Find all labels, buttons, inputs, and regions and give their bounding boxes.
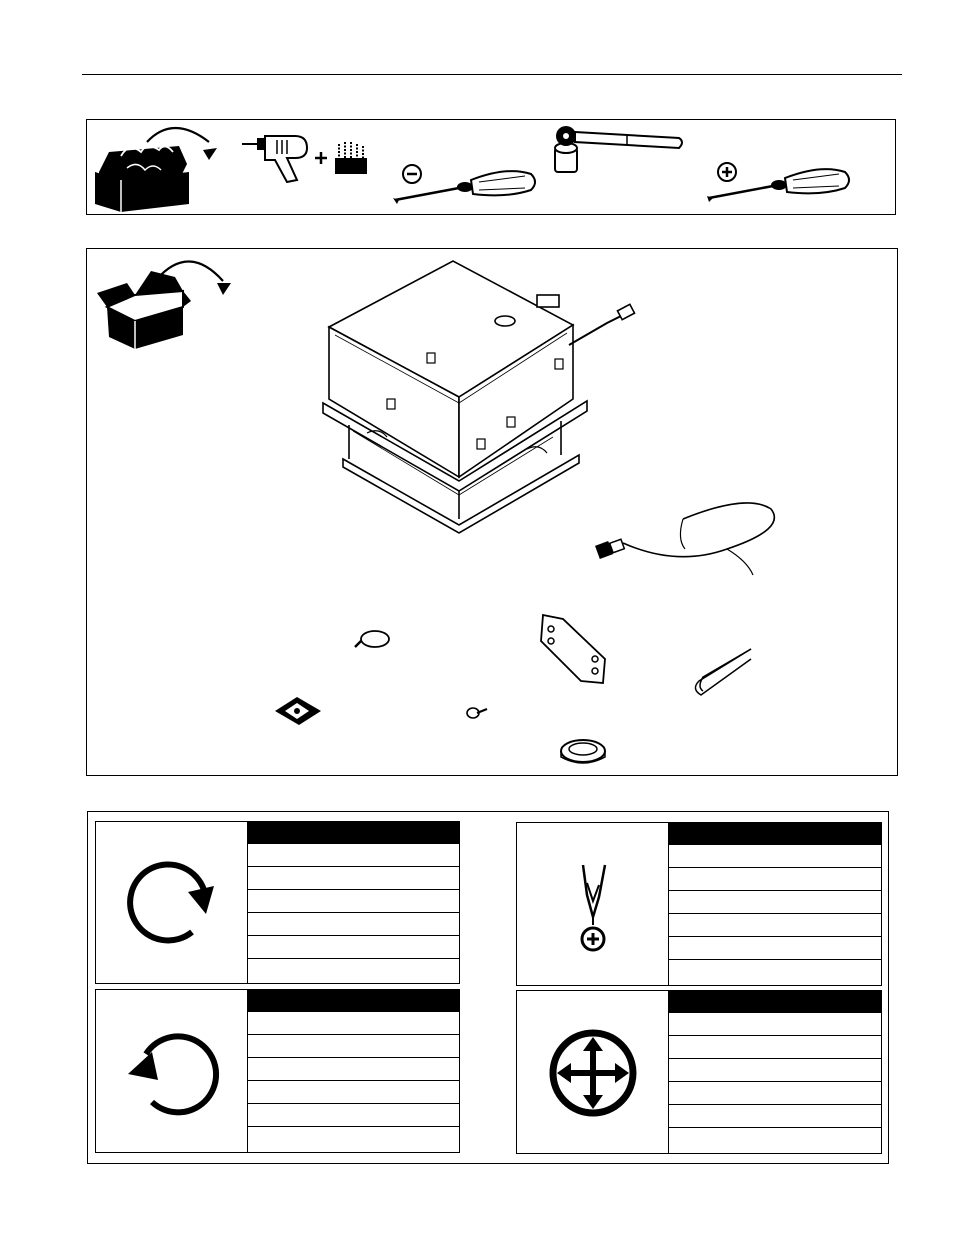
- legend-panel: [87, 811, 889, 1164]
- legend-row: [668, 845, 881, 868]
- legend-box-adjust: [516, 990, 882, 1154]
- legend-row: [247, 867, 459, 890]
- legend-row: [247, 1058, 459, 1081]
- header-rule: [82, 74, 902, 75]
- square-pad: [275, 697, 321, 725]
- legend-header: [668, 991, 881, 1013]
- legend-table: [668, 823, 881, 983]
- legend-row: [247, 1012, 459, 1035]
- legend-row: [668, 1105, 881, 1128]
- screw: [467, 708, 487, 718]
- legend-row: [668, 914, 881, 937]
- toolbox-icon: [95, 146, 189, 212]
- legend-row: [247, 1104, 459, 1127]
- legend-icon-cell: [517, 823, 669, 985]
- legend-row: [247, 1035, 459, 1058]
- legend-row: [247, 936, 459, 959]
- grommet: [561, 740, 605, 763]
- legend-row: [668, 1128, 881, 1151]
- legend-icon-cell: [96, 990, 248, 1152]
- mounting-plate: [541, 615, 605, 683]
- legend-row: [668, 868, 881, 891]
- legend-row: [247, 913, 459, 936]
- legend-row: [668, 1059, 881, 1082]
- parts-panel: [86, 248, 898, 776]
- drill-bits-icon: [335, 142, 367, 174]
- legend-row: [668, 1013, 881, 1036]
- legend-row: [247, 1127, 459, 1150]
- legend-box-clockwise: [95, 821, 460, 984]
- legend-icon-cell: [517, 991, 669, 1153]
- legend-row: [247, 844, 459, 867]
- legend-header: [247, 990, 459, 1012]
- plus-sign-icon: [315, 152, 327, 164]
- legend-table: [668, 991, 881, 1151]
- power-cord-connector: [595, 503, 774, 575]
- legend-row: [668, 937, 881, 960]
- cable-tie-ring: [355, 631, 389, 647]
- legend-row: [668, 1036, 881, 1059]
- legend-row: [247, 959, 459, 982]
- legend-row: [247, 1081, 459, 1104]
- legend-row: [668, 960, 881, 983]
- legend-box-counterclockwise: [95, 989, 460, 1153]
- legend-row: [247, 890, 459, 913]
- legend-row: [668, 891, 881, 914]
- adjust-move-icon: [517, 991, 668, 1155]
- legend-row: [668, 1082, 881, 1105]
- legend-table: [247, 990, 459, 1150]
- ratchet-socket-icon: [555, 126, 682, 172]
- wire-clip: [695, 649, 751, 695]
- legend-box-tighten: [516, 822, 882, 986]
- tighten-screw-icon: [517, 823, 668, 987]
- counterclockwise-arrow-icon: [96, 990, 247, 1154]
- minus-badge-icon: [403, 165, 421, 183]
- legend-icon-cell: [96, 822, 248, 983]
- open-box-icon: [97, 271, 191, 349]
- drill-icon: [242, 136, 307, 182]
- legend-header: [247, 822, 459, 844]
- tools-panel: [86, 119, 896, 215]
- legend-header: [668, 823, 881, 845]
- legend-table: [247, 822, 459, 982]
- plus-badge-icon: [718, 163, 736, 181]
- clockwise-arrow-icon: [96, 822, 247, 985]
- motorized-lift-unit: [323, 261, 635, 533]
